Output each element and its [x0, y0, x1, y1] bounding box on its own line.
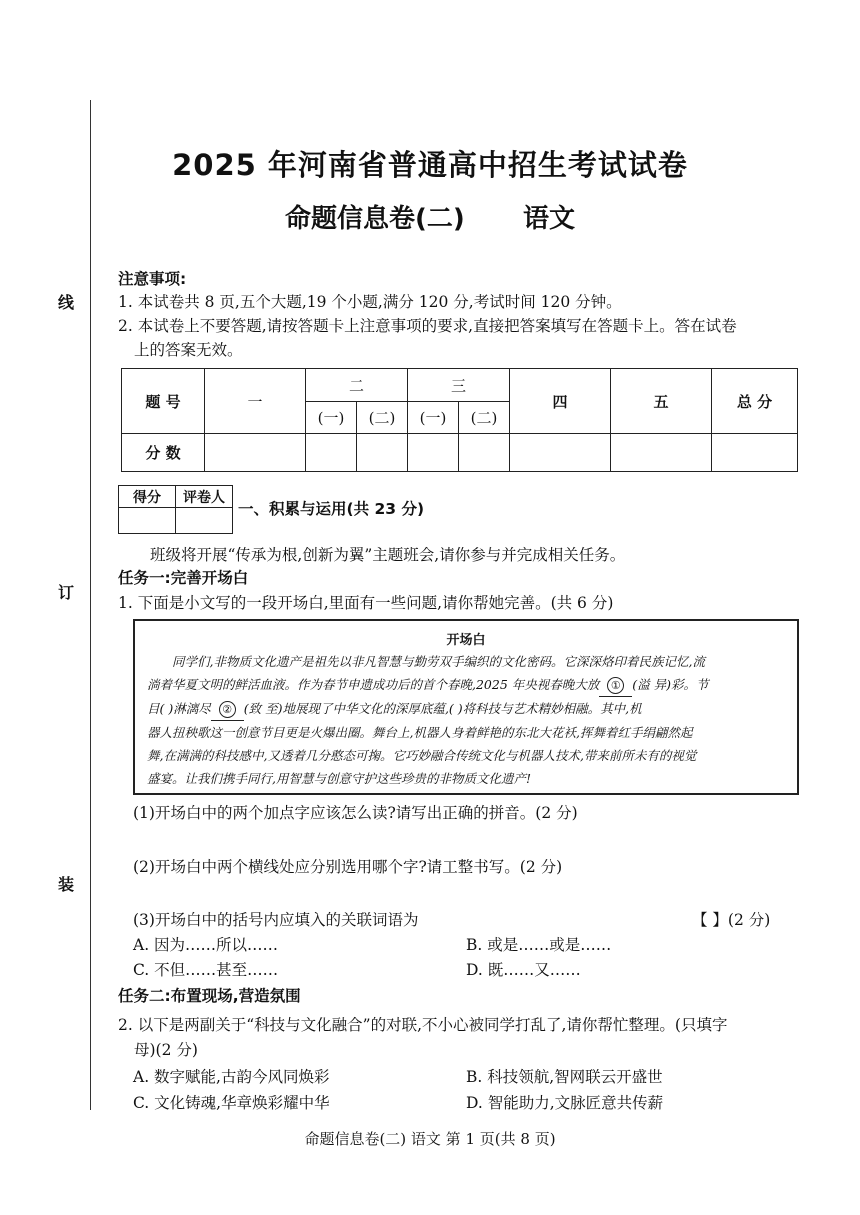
- margin-char-bind: 装: [58, 875, 75, 894]
- row-label-score: 分 数: [122, 434, 205, 472]
- couplet-a: A. 数字赋能,古韵今风同焕彩: [133, 1068, 330, 1086]
- grader-name-cell: [176, 508, 233, 534]
- opening-line: 器人扭秧歌这一创意节目更是火爆出圈。舞台上,机器人身着鲜艳的东北大花袄,挥舞着红手绢翩然起: [147, 725, 693, 740]
- blank-marker-2: ②: [219, 701, 236, 718]
- notice-item-1: 1. 本试卷共 8 页,五个大题,19 个小题,满分 120 分,考试时间 120 分钟。: [118, 293, 622, 311]
- sub-col-3-2: (二): [459, 402, 510, 434]
- question-2: 2. 以下是两副关于“科技与文化融合”的对联,不小心被同学打乱了,请你帮忙整理。(只填字: [118, 1016, 728, 1034]
- score-cell: [712, 434, 798, 472]
- page-footer: 命题信息卷(二) 语文 第 1 页(共 8 页): [304, 1130, 556, 1148]
- opening-line: 目( )淋漓尽 ② (致 至)地展现了中华文化的深厚底蕴,( )将科技与艺术精妙相融。其中,机: [147, 697, 785, 721]
- task-1-heading: 任务一:完善开场白: [118, 569, 249, 587]
- question-1-3: (3)开场白中的括号内应填入的关联词语为: [133, 911, 419, 929]
- notice-item-2-cont: 上的答案无效。: [134, 341, 243, 359]
- score-table: [121, 368, 798, 472]
- opening-line: 淌着华夏文明的鲜活血液。作为春节申遗成功后的首个春晚,2025 年央视春晚大放 ① (溢 异)彩。节: [147, 673, 785, 697]
- opening-title: 开场白: [446, 633, 486, 648]
- sub-col-2-1: (一): [306, 402, 357, 434]
- couplet-b: B. 科技领航,智网联云开盛世: [466, 1068, 663, 1086]
- col-5: 五: [611, 369, 712, 434]
- exam-title: 2025 年河南省普通高中招生考试试卷: [172, 148, 688, 182]
- col-total: 总 分: [712, 369, 798, 434]
- sub-col-2-2: (二): [357, 402, 408, 434]
- grader-table: [118, 485, 233, 534]
- grader-name-label: 评卷人: [176, 486, 233, 508]
- sub-col-3-1: (一): [408, 402, 459, 434]
- grader-score-cell: [119, 508, 176, 534]
- blank-marker-1: ①: [607, 677, 624, 694]
- score-cell: [306, 434, 357, 472]
- answer-bracket: 【 】(2 分): [692, 911, 771, 929]
- score-cell: [357, 434, 408, 472]
- option-b: B. 或是……或是……: [466, 936, 612, 954]
- col-3: 三: [408, 369, 510, 402]
- opening-line: 盛宴。让我们携手同行,用智慧与创意守护这些珍贵的非物质文化遗产!: [147, 771, 531, 786]
- notice-heading: 注意事项:: [118, 270, 187, 288]
- col-1: 一: [205, 369, 306, 434]
- question-2-cont: 母)(2 分): [134, 1041, 198, 1059]
- exam-subtitle: [0, 198, 860, 235]
- option-d: D. 既……又……: [466, 961, 581, 979]
- score-cell: [408, 434, 459, 472]
- score-cell: [611, 434, 712, 472]
- score-cell: [459, 434, 510, 472]
- option-c: C. 不但……甚至……: [133, 961, 279, 979]
- margin-char-line: 线: [58, 293, 75, 312]
- question-1: 1. 下面是小文写的一段开场白,里面有一些问题,请你帮她完善。(共 6 分): [118, 594, 614, 612]
- score-cell: [205, 434, 306, 472]
- section-1-intro: 班级将开展“传承为根,创新为翼”主题班会,请你参与并完成相关任务。: [150, 546, 626, 564]
- binding-line: [90, 100, 91, 1110]
- section-1-heading: 一、积累与运用(共 23 分): [238, 500, 425, 518]
- notice-item-2: 2. 本试卷上不要答题,请按答题卡上注意事项的要求,直接把答案填写在答题卡上。答在试卷: [118, 317, 737, 335]
- question-1-1: (1)开场白中的两个加点字应该怎么读?请写出正确的拼音。(2 分): [133, 804, 578, 822]
- opening-remarks-box: [133, 619, 799, 795]
- col-4: 四: [510, 369, 611, 434]
- subject-name: 语文: [522, 204, 575, 234]
- opening-line: 同学们,非物质文化遗产是祖先以非凡智慧与勤劳双手编织的文化密码。它深深烙印着民族记忆,流: [172, 654, 705, 669]
- question-1-2: (2)开场白中两个横线处应分别选用哪个字?请工整书写。(2 分): [133, 858, 563, 876]
- paper-name: 命题信息卷(二): [285, 204, 465, 234]
- couplet-c: C. 文化铸魂,华章焕彩耀中华: [133, 1094, 330, 1112]
- task-2-heading: 任务二:布置现场,营造氛围: [118, 987, 301, 1005]
- margin-char-staple: 订: [58, 583, 75, 602]
- grader-score-label: 得分: [119, 486, 176, 508]
- col-2: 二: [306, 369, 408, 402]
- couplet-d: D. 智能助力,文脉匠意共传薪: [466, 1094, 664, 1112]
- option-a: A. 因为……所以……: [133, 936, 279, 954]
- score-cell: [510, 434, 611, 472]
- opening-line: 舞,在满满的科技感中,又透着几分憨态可掬。它巧妙融合传统文化与机器人技术,带来前所未有的视觉: [147, 748, 697, 763]
- row-label-number: 题 号: [122, 369, 205, 434]
